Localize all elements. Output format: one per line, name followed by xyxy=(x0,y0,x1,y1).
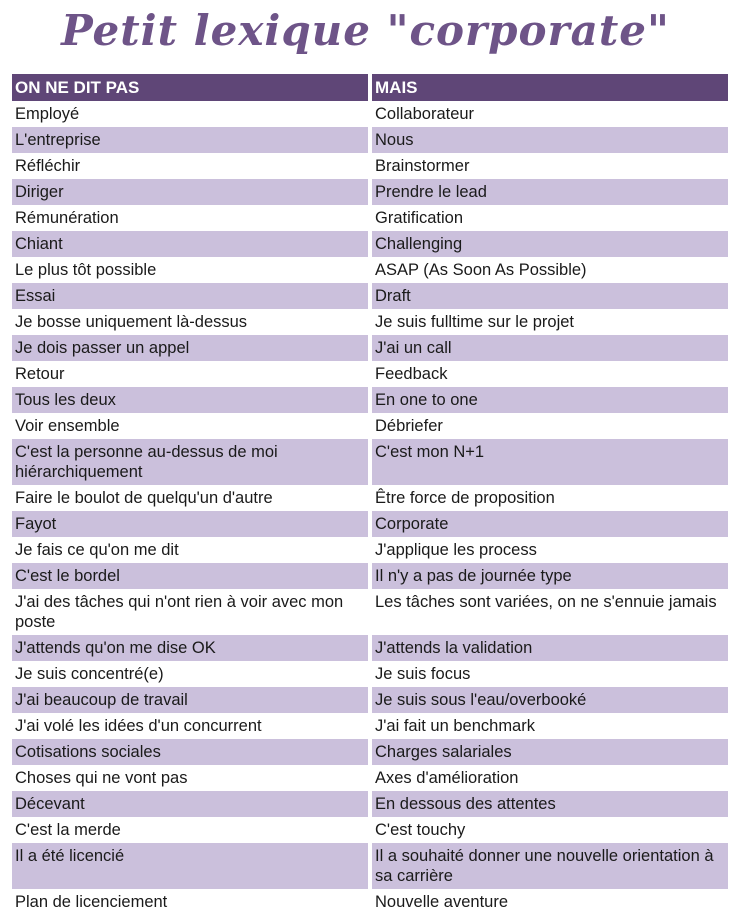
cell-right: Les tâches sont variées, on ne s'ennuie jamais xyxy=(375,593,717,611)
table-row xyxy=(12,361,728,387)
cell-left: Choses qui ne vont pas xyxy=(15,769,188,787)
cell-left: Cotisations sociales xyxy=(12,739,368,765)
cell-right: Draft xyxy=(372,283,728,309)
cell-left: Retour xyxy=(15,365,65,383)
cell-left: J'ai des tâches qui n'ont rien à voir avec mon poste xyxy=(15,593,344,631)
cell-right: Je suis fulltime sur le projet xyxy=(375,313,574,331)
cell-right: Être force de proposition xyxy=(375,489,555,507)
cell-right: Prendre le lead xyxy=(372,179,728,205)
cell-left: L'entreprise xyxy=(12,127,368,153)
table-row xyxy=(12,205,728,231)
table-row xyxy=(12,537,728,563)
cell-right: En one to one xyxy=(372,387,728,413)
header-right: MAIS xyxy=(372,74,728,101)
cell-right: Je suis sous l'eau/overbooké xyxy=(372,687,728,713)
cell-left: C'est la merde xyxy=(15,821,121,839)
cell-right: Feedback xyxy=(375,365,448,383)
table-row xyxy=(12,127,728,153)
cell-left: Chiant xyxy=(12,231,368,257)
table-row xyxy=(12,439,728,485)
table-row xyxy=(12,817,728,843)
cell-left: Fayot xyxy=(12,511,368,537)
table-body xyxy=(12,101,728,915)
cell-left: Rémunération xyxy=(15,209,119,227)
cell-left: Diriger xyxy=(12,179,368,205)
table-row xyxy=(12,765,728,791)
cell-right: En dessous des attentes xyxy=(372,791,728,817)
table-row xyxy=(12,589,728,635)
table-row xyxy=(12,485,728,511)
cell-right: Corporate xyxy=(372,511,728,537)
cell-right: C'est mon N+1 xyxy=(372,439,728,485)
cell-right: C'est touchy xyxy=(375,821,466,839)
cell-right: Je suis focus xyxy=(375,665,471,683)
cell-left: Je dois passer un appel xyxy=(12,335,368,361)
cell-right: Brainstormer xyxy=(375,157,470,175)
cell-left: Je fais ce qu'on me dit xyxy=(15,541,179,559)
cell-left: J'ai beaucoup de travail xyxy=(12,687,368,713)
table-row xyxy=(12,791,728,817)
table-row xyxy=(12,179,728,205)
table-row xyxy=(12,231,728,257)
table-header xyxy=(12,74,728,101)
cell-right: Nouvelle aventure xyxy=(375,893,508,911)
cell-left: C'est le bordel xyxy=(12,563,368,589)
cell-right: J'applique les process xyxy=(375,541,537,559)
cell-left: Le plus tôt possible xyxy=(15,261,157,279)
cell-right: Challenging xyxy=(372,231,728,257)
cell-right: ASAP (As Soon As Possible) xyxy=(375,261,587,279)
table-row xyxy=(12,661,728,687)
table-row xyxy=(12,843,728,889)
cell-right: J'ai fait un benchmark xyxy=(375,717,535,735)
cell-left: Il a été licencié xyxy=(12,843,368,889)
cell-right: Nous xyxy=(372,127,728,153)
cell-right: J'attends la validation xyxy=(372,635,728,661)
cell-right: Il a souhaité donner une nouvelle orientation à sa carrière xyxy=(372,843,728,889)
table-row xyxy=(12,283,728,309)
cell-left: Je bosse uniquement là-dessus xyxy=(15,313,248,331)
cell-left: Faire le boulot de quelqu'un d'autre xyxy=(15,489,273,507)
lexicon-table xyxy=(12,74,728,915)
cell-right: Charges salariales xyxy=(372,739,728,765)
cell-left: Décevant xyxy=(12,791,368,817)
cell-right: Collaborateur xyxy=(375,105,475,123)
table-row xyxy=(12,635,728,661)
cell-right: Gratification xyxy=(375,209,464,227)
table-row xyxy=(12,387,728,413)
cell-left: Plan de licenciement xyxy=(15,893,168,911)
header-left: ON NE DIT PAS xyxy=(12,74,368,101)
cell-right: Axes d'amélioration xyxy=(375,769,519,787)
cell-right: J'ai un call xyxy=(372,335,728,361)
page-title: Petit lexique "corporate" xyxy=(61,6,670,55)
cell-left: C'est la personne au-dessus de moi hiérarchiquement xyxy=(12,439,368,485)
cell-left: Voir ensemble xyxy=(15,417,120,435)
table-row xyxy=(12,309,728,335)
cell-left: Réfléchir xyxy=(15,157,81,175)
table-row xyxy=(12,511,728,537)
cell-right: Il n'y a pas de journée type xyxy=(372,563,728,589)
table-row xyxy=(12,413,728,439)
cell-left: Je suis concentré(e) xyxy=(15,665,164,683)
table-row xyxy=(12,713,728,739)
cell-right: Débriefer xyxy=(375,417,443,435)
table-row xyxy=(12,739,728,765)
table-row xyxy=(12,687,728,713)
table-row xyxy=(12,889,728,915)
table-row xyxy=(12,101,728,127)
cell-left: Tous les deux xyxy=(12,387,368,413)
table-row xyxy=(12,257,728,283)
table-row xyxy=(12,153,728,179)
table-row xyxy=(12,563,728,589)
cell-left: J'ai volé les idées d'un concurrent xyxy=(15,717,262,735)
table-row xyxy=(12,335,728,361)
cell-left: Essai xyxy=(12,283,368,309)
cell-left: Employé xyxy=(15,105,80,123)
cell-left: J'attends qu'on me dise OK xyxy=(12,635,368,661)
